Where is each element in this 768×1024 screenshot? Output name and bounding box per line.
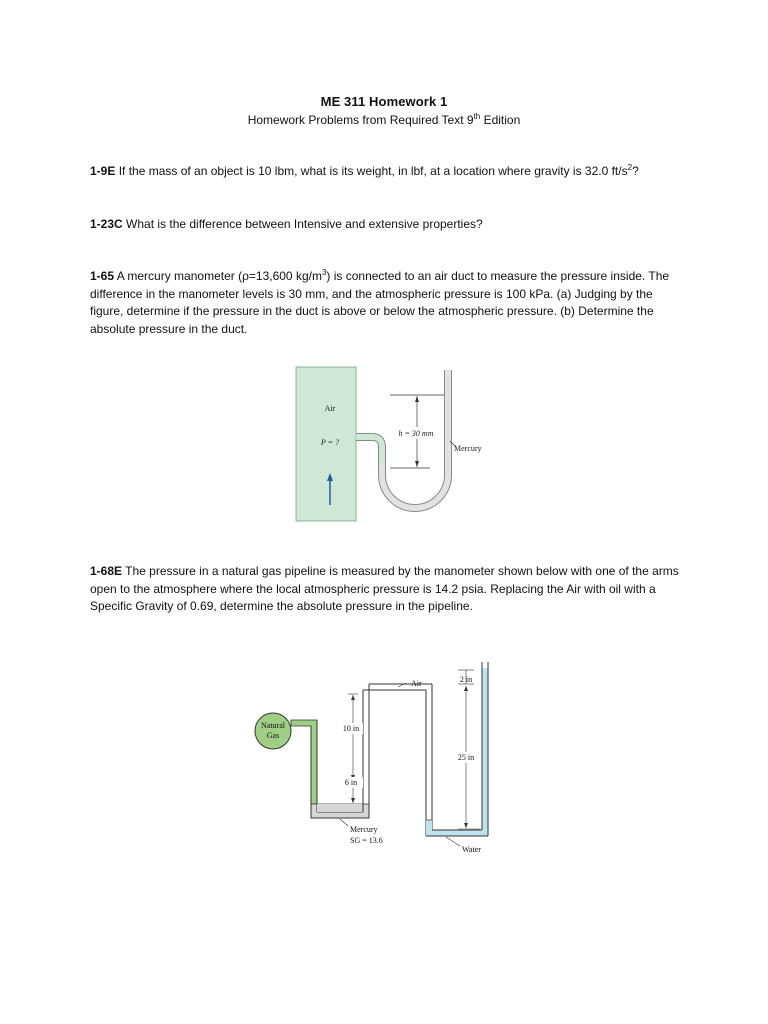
water-label: Water [462, 845, 481, 854]
height-label: h = 30 mm [398, 429, 434, 438]
subtitle-text-end: Edition [480, 113, 521, 127]
mercury-label: Mercury [454, 444, 482, 453]
problem-text: A mercury manometer (ρ=13,600 kg/m [114, 269, 322, 283]
figure-gas-pipeline-manometer [248, 660, 498, 860]
problem-text: If the mass of an object is 10 lbm, what is its weight, in lbf, at a location where gravity is 32.0 ft/s [115, 164, 628, 178]
problem-number: 1-68E [90, 564, 123, 578]
air-label: Air [324, 404, 336, 413]
problem-number: 1-23C [90, 217, 123, 231]
problem-1-65 [90, 268, 680, 338]
problem-1-23C [90, 216, 680, 234]
dimension-2in-label: 2 in [459, 675, 473, 684]
gas-label-line2: Gas [266, 731, 280, 740]
pressure-label: P = ? [320, 438, 340, 447]
problem-1-68E [90, 563, 680, 616]
figure-mercury-manometer [290, 365, 510, 525]
problem-number: 1-65 [90, 269, 115, 283]
air-label: Air [411, 679, 422, 688]
subtitle-text: Homework Problems from Required Text 9 [247, 113, 474, 127]
gas-label-line1: Natural [261, 721, 285, 730]
problem-text-end: ? [632, 164, 639, 178]
problem-text-end: ) is connected to an air duct to measure the pressure inside. The difference in the manometer levels is 30 mm, and the atmospheric pressure is 100 kPa. (a) Judging by the figure, determine if the pressure in the duct is above or below the atmospheric pressure. (b) Determine the absolute pressure in the duct. [90, 269, 670, 336]
problem-1-9E [90, 163, 680, 181]
subtitle-superscript: th [473, 112, 481, 121]
problem-text: The pressure in a natural gas pipeline is measured by the manometer shown below with one of the arms open to the atmosphere where the local atmospheric pressure is 14.2 psia. Replacing the Air with oil with a Specific Gravity of 0.69, determine the absolute pressure in the pipeline. [90, 564, 679, 613]
problem-number: 1-9E [90, 164, 116, 178]
page-subtitle [0, 112, 768, 127]
mercury-sg-label: SG = 13.6 [350, 836, 383, 845]
dimension-25in-label: 25 in [457, 753, 475, 762]
problem-superscript: 2 [627, 163, 633, 172]
dimension-10in-label: 10 in [342, 724, 360, 733]
page-title: ME 311 Homework 1 [320, 94, 448, 109]
mercury-label: Mercury [350, 825, 378, 834]
problem-text: What is the difference between Intensive and extensive properties? [122, 217, 483, 231]
problem-superscript: 3 [321, 268, 327, 277]
dimension-6in-label: 6 in [344, 778, 358, 787]
